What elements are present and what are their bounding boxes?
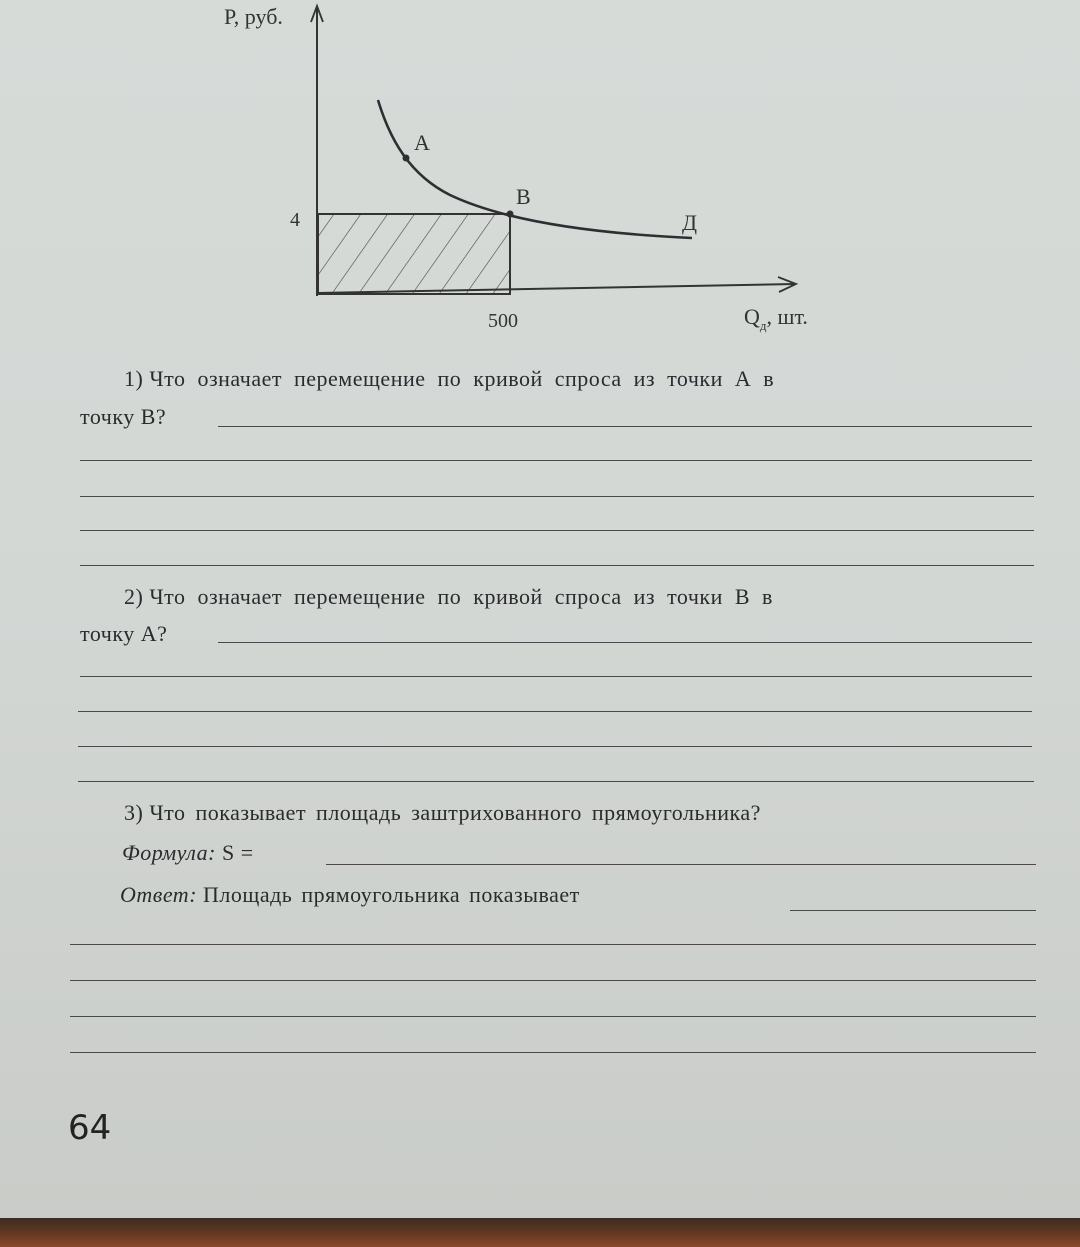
question-2-line-2: точку А? xyxy=(80,621,168,646)
x-axis-label: $Q_д$, шт. xyxy=(744,304,808,333)
answer-line xyxy=(218,642,1032,643)
y-tick-label: 4 xyxy=(290,209,300,231)
answer-line xyxy=(80,676,1032,677)
answer-line xyxy=(80,565,1034,566)
shaded-rectangle xyxy=(318,214,510,294)
x-tick-label: 500 xyxy=(488,310,518,332)
answer-row xyxy=(120,882,580,908)
question-1-line-1: 1) Что означает перемещение по кривой спроса из точки А в xyxy=(124,366,775,391)
point-a-label: А xyxy=(414,130,430,155)
question-1-line-2: точку В? xyxy=(80,404,167,429)
formula-text: S = xyxy=(222,840,254,865)
answer-line xyxy=(790,910,1036,911)
table-surface xyxy=(0,1218,1080,1247)
y-axis-label: P, руб. xyxy=(224,4,283,29)
formula-label: Формула: xyxy=(122,840,216,865)
formula-line xyxy=(326,864,1036,865)
answer-line xyxy=(70,944,1036,945)
point-b-dot xyxy=(507,211,514,218)
question-2-line-1: 2) Что означает перемещение по кривой спроса из точки В в xyxy=(124,584,773,609)
demand-graph xyxy=(0,0,1080,340)
formula-row xyxy=(122,840,254,866)
question-3: 3) Что показывает площадь заштрихованного прямоугольника? xyxy=(124,800,761,825)
answer-line xyxy=(70,980,1036,981)
page-number: 64 xyxy=(68,1108,112,1148)
answer-line xyxy=(70,1052,1036,1053)
answer-line xyxy=(78,711,1032,712)
answer-line xyxy=(80,460,1032,461)
answer-line xyxy=(218,426,1032,427)
point-b-label: В xyxy=(516,184,531,209)
point-a-dot xyxy=(403,155,410,162)
answer-line xyxy=(78,746,1032,747)
answer-text: Площадь прямоугольника показывает xyxy=(203,882,580,907)
answer-line xyxy=(70,1016,1036,1017)
answer-line xyxy=(80,530,1034,531)
answer-label: Ответ: xyxy=(120,882,198,907)
answer-line xyxy=(78,781,1034,782)
curve-d-label: Д xyxy=(682,210,698,235)
answer-line xyxy=(80,496,1034,497)
